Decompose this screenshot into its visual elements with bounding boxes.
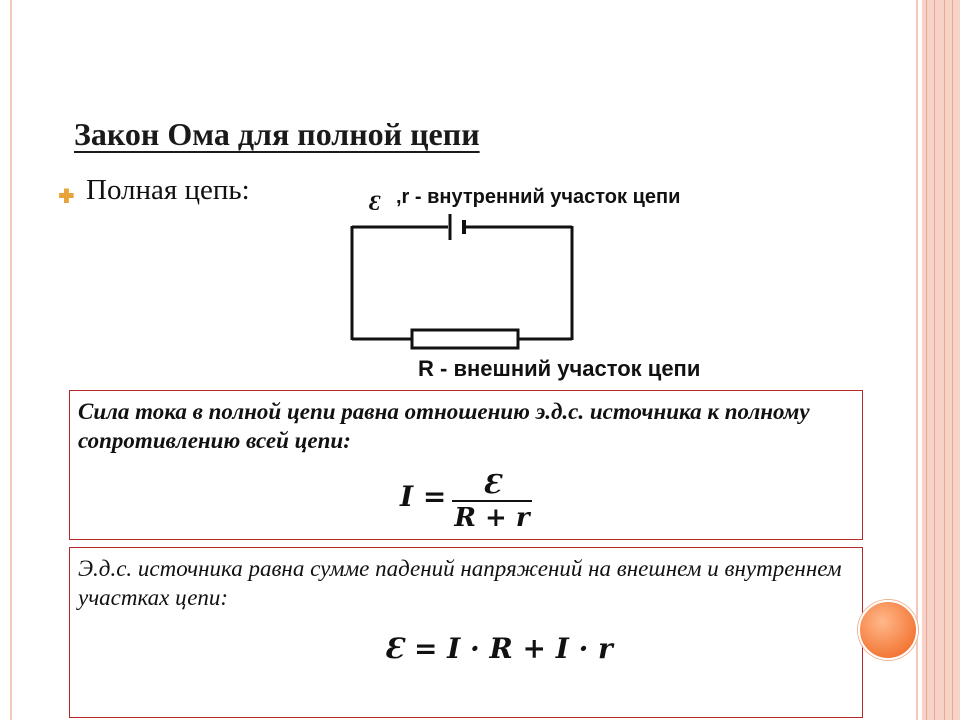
emf-symbol: Ɛ: [369, 190, 381, 215]
formula-fraction: [452, 470, 532, 534]
bullet-icon: 🞧: [58, 183, 75, 208]
emf-formula: Ɛ = I · R + I · r: [384, 632, 613, 665]
decor-stripe-line: [934, 0, 935, 720]
external-resistance-label: R - внешний участок цепи: [418, 356, 701, 381]
slide-title: Закон Ома для полной цепи: [74, 116, 480, 152]
decor-stripe-line: [944, 0, 945, 720]
formula-numerator: Ɛ: [452, 470, 532, 502]
decor-stripe-line: [926, 0, 927, 720]
internal-resistance-label: ,r - внутренний участок цепи: [396, 186, 681, 208]
decor-stripe-line: [952, 0, 953, 720]
resistor: [412, 330, 518, 348]
decor-stripe: [922, 0, 960, 720]
formula-denominator: R + r: [454, 503, 530, 533]
definition-text: Сила тока в полной цепи равна отношению э.д.с. источника к полному сопротивлению всей цепи:: [78, 399, 810, 453]
bullet-text: Полная цепь:: [86, 174, 250, 206]
decor-circle: [858, 600, 918, 660]
emf-sum-text: Э.д.с. источника равна сумме падений напряжений на внешнем и внутреннем участках цепи:: [78, 556, 842, 610]
formula-lhs: I =: [400, 480, 447, 513]
